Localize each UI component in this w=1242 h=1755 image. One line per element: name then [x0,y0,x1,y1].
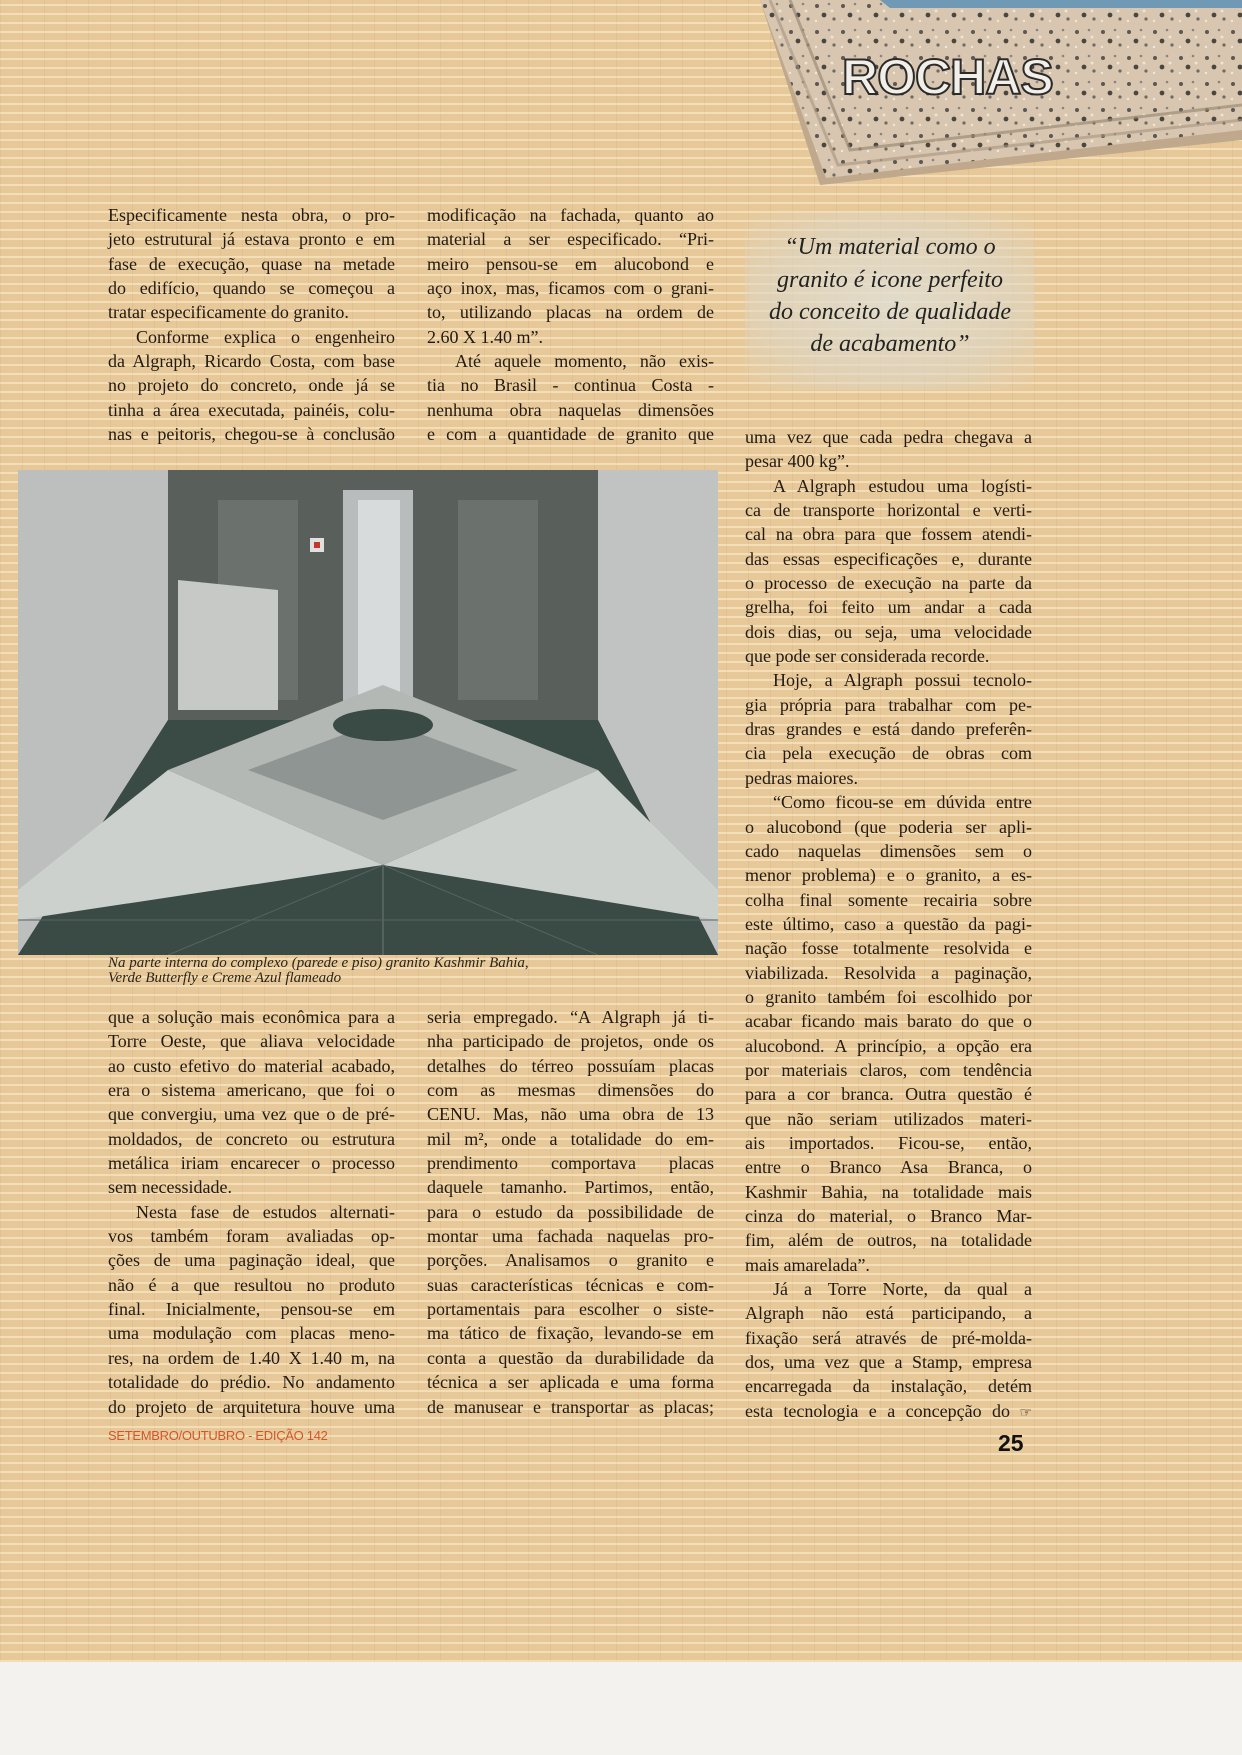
column-1-top [108,203,395,446]
article-text-line: sem necessidade. [108,1177,232,1198]
footer-edition: SETEMBRO/OUTUBRO - EDIÇÃO 142 [108,1428,328,1443]
article-text-line: aço inox, mas, ficamos com o grani- [427,278,714,299]
article-text-line: ca de transporte horizontal e verti- [745,500,1032,521]
article-text-line: de manusear e transportar as placas; [427,1396,714,1417]
article-text-line: viabilizada. Resolvida a paginação, [745,962,1032,983]
article-text-line: mais amarelada”. [745,1254,870,1275]
article-text-line: pedras maiores. [745,767,858,788]
article-text-line: menor problema) e o granito, a es- [745,865,1032,886]
article-text-line: do projeto de arquitetura houve uma [108,1396,395,1417]
article-text-line: o alucobond (que poderia ser apli- [745,816,1032,837]
article-text-line: encarregada da instalação, detém [745,1376,1032,1397]
article-text-line: Torre Oeste, que aliava velocidade [108,1031,395,1052]
article-text-line: dois dias, ou seja, uma velocidade [745,621,1032,642]
article-text-line: tia no Brasil - continua Costa - [427,375,714,396]
rochas-logo [760,0,1242,185]
article-text-line: Até aquele momento, não exis- [455,351,714,372]
column-2-bottom [427,1005,714,1419]
pull-quote-line: do conceito de qualidade [769,299,1011,325]
page-number: 25 [998,1430,1024,1456]
article-text-line: dos, uma vez que a Stamp, empresa [745,1352,1032,1373]
article-text-line: cado naquelas dimensões sem o [745,840,1032,861]
photo-caption-line: Na parte interna do complexo (parede e piso) granito Kashmir Bahia, [108,955,529,971]
article-text-line: que a solução mais econômica para a [108,1007,395,1027]
article-text-line: res, na ordem de 1.40 X 1.40 m, na [108,1347,395,1368]
article-text-line: nenhuma obra naquelas dimensões [427,399,714,420]
article-text-line: que convergiu, uma vez que o de pré- [108,1104,395,1125]
article-text-line: uma vez que cada pedra chegava a [745,427,1032,447]
article-text-line: totalidade do prédio. No andamento [108,1372,395,1393]
article-text-line: que não seriam utilizados materi- [745,1108,1032,1129]
article-text-line: do edifício, quando se começou a [108,278,395,299]
article-text-line: Hoje, a Algraph possui tecnolo- [773,670,1032,691]
article-text-line: fixação será através de pré-molda- [745,1327,1032,1348]
article-text-line: suas características técnicas e com- [427,1274,714,1295]
article-text-line: da Algraph, Ricardo Costa, com base [108,351,395,372]
article-text-line: tinha a área executada, painéis, colu- [108,399,395,420]
pointing-hand-icon: ☞ [1010,1405,1032,1421]
article-text-line: cal na obra para que fossem atendi- [745,524,1032,545]
article-text-line: tratar especificamente do granito. [108,302,349,323]
article-text-line: “Como ficou-se em dúvida entre [773,792,1032,813]
interior-lobby-photo [18,470,718,955]
article-text-line: final. Inicialmente, pensou-se em [108,1299,395,1320]
article-text-line: ções de uma paginação ideal, que [108,1250,395,1271]
photo-caption [108,956,529,986]
article-text-line: era o sistema americano, que foi o [108,1080,395,1101]
article-text-line: colha final somente recairia sobre [745,889,1032,910]
article-text-line: dras grandes e está dando preferên- [745,719,1032,740]
article-text-line: Conforme explica o engenheiro [136,326,395,347]
article-text-line: A Algraph estudou uma logísti- [773,475,1032,496]
article-text-line: para o estudo da possibilidade de [427,1201,714,1222]
article-text-line: mil m², onde a totalidade do em- [427,1128,714,1149]
article-text-line: o processo de execução na parte da [745,573,1032,594]
article-text-line: para a cor branca. Outra questão é [745,1084,1032,1105]
article-text-line: gia própria para trabalhar com pe- [745,694,1032,715]
article-text-line: alucobond. A princípio, a opção era [745,1035,1032,1056]
article-text-line: o granito também foi escolhido por [745,986,1032,1007]
article-text-line: cinza do material, o Branco Mar- [745,1206,1032,1226]
article-text-line: fim, além de outros, na totalidade [745,1230,1032,1251]
article-text-line: das essas especificações e, durante [745,548,1032,569]
article-text-line: esta tecnologia e a concepção do ☞ [745,1400,1032,1421]
article-text-line: Nesta fase de estudos alternati- [136,1201,395,1222]
article-text-line: e com a quantidade de granito que [427,424,714,445]
article-text-line: material a ser especificado. “Pri- [427,229,714,250]
article-text-line: nha participado de projetos, onde os [427,1031,714,1052]
article-text-line: conta a questão da durabilidade da [427,1347,714,1368]
article-text-line: que pode ser considerada recorde. [745,646,990,667]
article-text-line: vos também foram avaliadas op- [108,1226,395,1247]
article-text-line: meiro pensou-se em alucobond e [427,253,714,274]
article-text-line: ma tático de fixação, levando-se em [427,1323,714,1344]
column-2-top [427,203,714,446]
column-3 [745,425,1032,1423]
article-text-line: no projeto do concreto, onde já se [108,375,395,396]
pull-quote-line: de acabamento” [810,331,970,357]
article-text-line: moldados, de concreto ou estrutura [108,1128,395,1149]
article-text-line: CENU. Mas, não uma obra de 13 [427,1104,714,1125]
article-text-line: Já a Torre Norte, da qual a [773,1279,1032,1300]
article-text-line: Especificamente nesta obra, o pro- [108,205,395,225]
article-text-line: 2.60 X 1.40 m”. [427,326,543,347]
article-text-line: uma modulação com placas meno- [108,1323,395,1344]
article-text-line: modificação na fachada, quanto ao [427,205,714,225]
article-text-line: daquele tamanho. Partimos, então, [427,1177,714,1198]
article-text-line: nação fosse totalmente resolvida e [745,938,1032,959]
article-text-line: jeto estrutural já estava pronto e em [108,229,395,250]
article-text-line: fase de execução, quase na metade [108,253,395,274]
article-text-line: seria empregado. “A Algraph já ti- [427,1007,714,1027]
article-text-line: cia pela execução de obras com [745,743,1032,764]
pull-quote [745,212,1035,390]
article-text-line: montar uma fachada naquelas pro- [427,1226,714,1247]
pull-quote-line: granito é icone perfeito [777,267,1003,293]
article-text-line: ais importados. Ficou-se, então, [745,1132,1032,1153]
article-text-line: pesar 400 kg”. [745,451,850,472]
article-text-line: porções. Analisamos o granito e [427,1250,714,1271]
article-text-line: to, utilizando placas na ordem de [427,302,714,323]
pull-quote-line: “Um material como o [784,234,996,260]
article-text-line: Algraph não está participando, a [745,1303,1032,1324]
article-text-line: acabar ficando mais barato do que o [745,1011,1032,1032]
article-text-line: com as mesmas dimensões do [427,1080,714,1101]
article-text-line: entre o Branco Asa Branca, o [745,1157,1032,1178]
article-text-line: Kashmir Bahia, na totalidade mais [745,1181,1032,1202]
logo-wordmark: ROCHAS [842,49,1053,105]
article-text-line: ao custo efetivo do material acabado, [108,1055,395,1076]
column-1-bottom [108,1005,395,1419]
article-text-line: técnica a ser aplicada e uma forma [427,1372,714,1393]
article-text-line: nas e peitoris, chegou-se à conclusão [108,424,395,445]
article-text-line: detalhes do térreo possuíam placas [427,1055,714,1076]
article-text-line: por materiais claros, com tendência [745,1059,1032,1080]
photo-caption-line: Verde Butterfly e Creme Azul flameado [108,970,342,986]
article-text-line: portamentais para escolher o siste- [427,1299,714,1320]
article-text-line: prendimento comportava placas [427,1153,714,1174]
article-text-line: este último, caso a questão da pagi- [745,913,1032,934]
article-text-line: grelha, foi feito um andar a cada [745,597,1032,618]
article-text-line: não é a que resultou no produto [108,1274,395,1295]
article-text-line: metálica iriam encarecer o processo [108,1153,395,1174]
